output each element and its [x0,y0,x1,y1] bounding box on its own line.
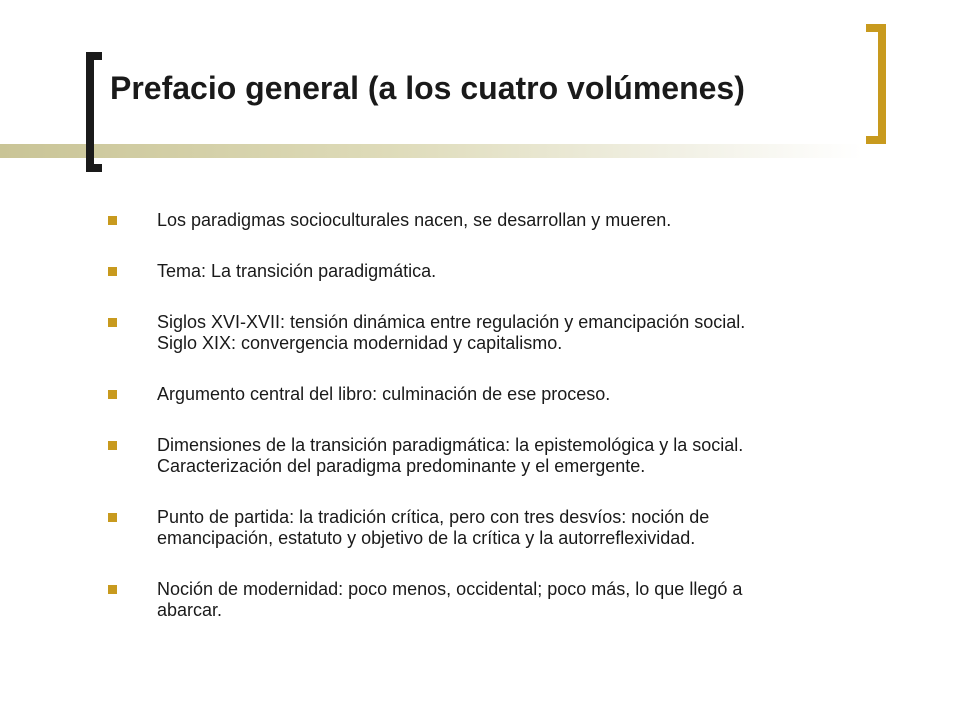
bullet-text: Siglo XIX: convergencia modernidad y capitalismo. [157,333,563,353]
bullet-item [104,261,884,282]
square-bullet-icon [108,318,117,327]
bullet-text: Caracterización del paradigma predominante y el emergente. [157,456,646,476]
square-bullet-icon [108,390,117,399]
square-bullet-icon [108,513,117,522]
bullet-text: Tema: La transición paradigmática. [157,261,437,281]
right-bracket-decoration [866,24,886,144]
bullet-item [104,579,884,621]
bullet-text: Noción de modernidad: poco menos, occidental; poco más, lo que llegó a [157,579,743,599]
bullet-text: emancipación, estatuto y objetivo de la crítica y la autorreflexividad. [157,528,696,548]
bullet-text: Argumento central del libro: culminación de ese proceso. [157,384,611,404]
bullet-list [104,210,884,651]
square-bullet-icon [108,216,117,225]
slide-title: Prefacio general (a los cuatro volúmenes) [110,70,745,106]
square-bullet-icon [108,585,117,594]
bullet-text: Dimensiones de la transición paradigmática: la epistemológica y la social. [157,435,744,455]
bullet-text: Los paradigmas socioculturales nacen, se desarrollan y mueren. [157,210,672,230]
bullet-text: Punto de partida: la tradición crítica, pero con tres desvíos: noción de [157,507,710,527]
title-underline-bar [0,144,862,158]
square-bullet-icon [108,267,117,276]
left-bracket-decoration [86,52,102,172]
square-bullet-icon [108,441,117,450]
bullet-item [104,435,884,477]
bullet-item [104,312,884,354]
bullet-item [104,507,884,549]
bullet-item [104,384,884,405]
bullet-item [104,210,884,231]
bullet-text: abarcar. [157,600,223,620]
bullet-text: Siglos XVI-XVII: tensión dinámica entre regulación y emancipación social. [157,312,746,332]
